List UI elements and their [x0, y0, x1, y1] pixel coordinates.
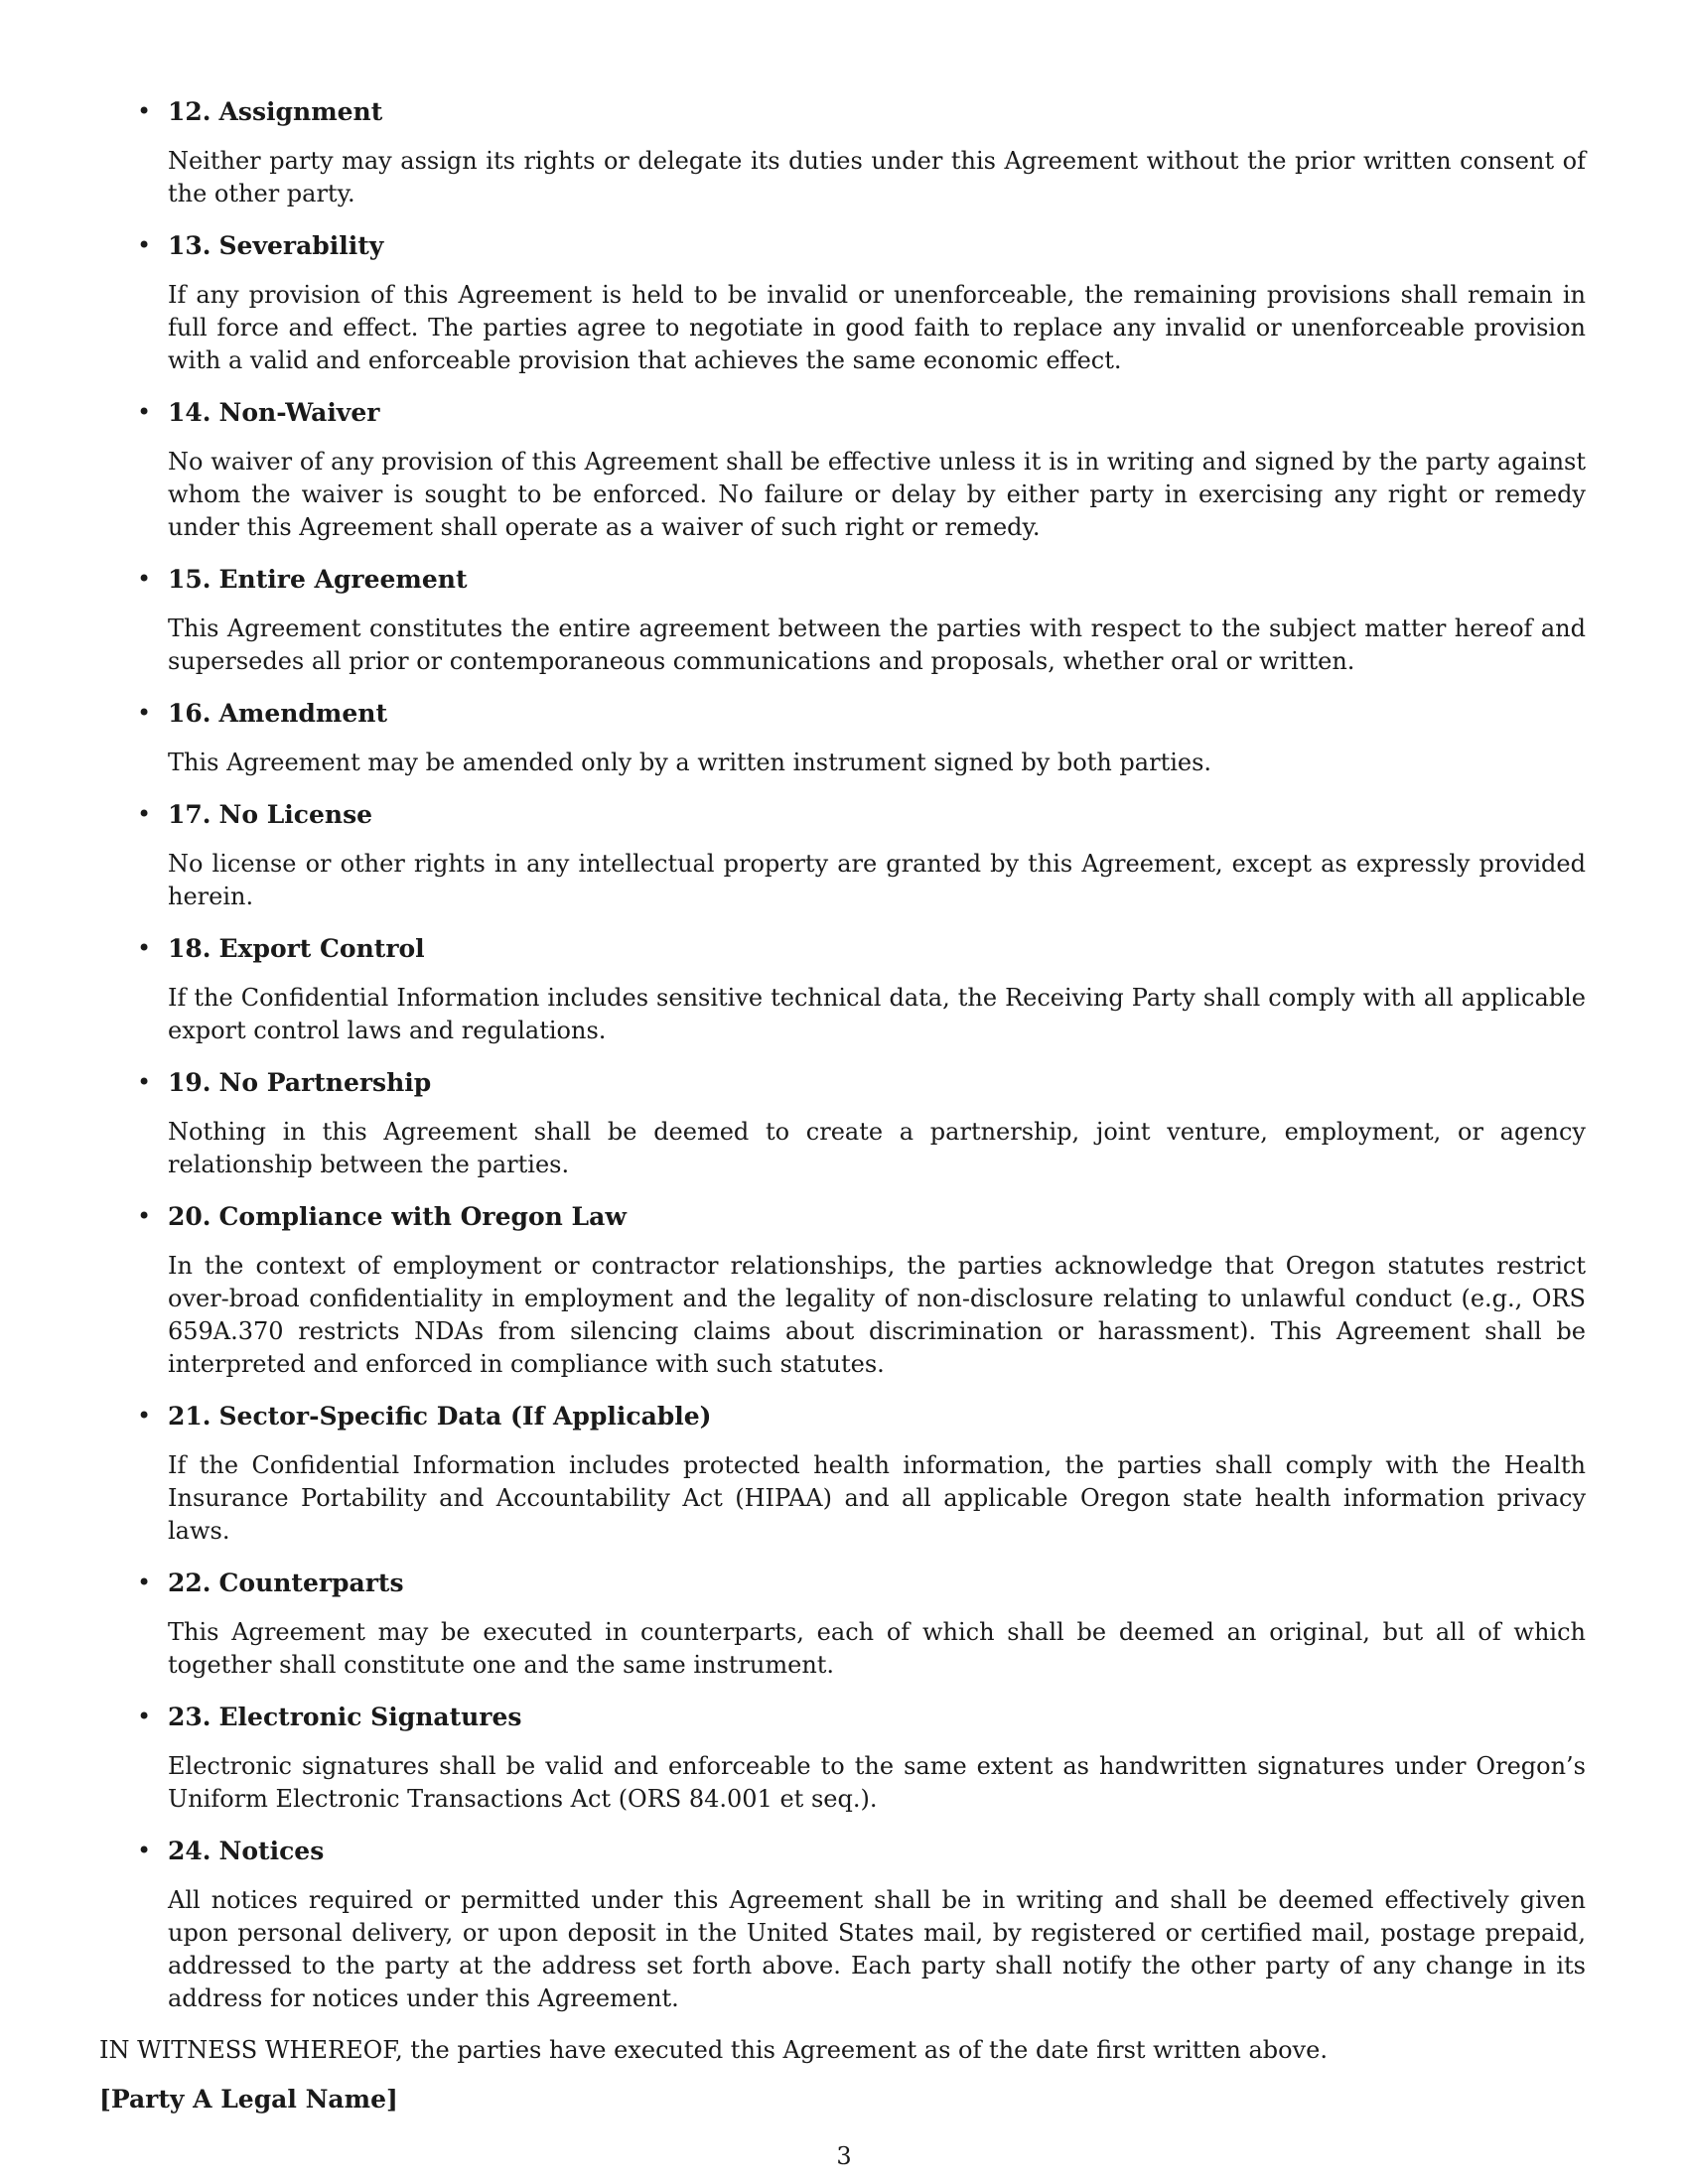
- section-heading: [168, 798, 1586, 831]
- section-body: Neither party may assign its rights or delegate its duties under this Agreement without the prior written consent of the other party.: [168, 147, 1586, 207]
- section-number: 21.: [168, 1402, 211, 1431]
- section-item: [99, 1701, 1586, 1816]
- section-item: [99, 1200, 1586, 1381]
- section-heading: [168, 932, 1586, 965]
- bullet-icon: •: [137, 97, 152, 125]
- section-number: 20.: [168, 1202, 211, 1231]
- section-item: [99, 932, 1586, 1047]
- section-title: No Partnership: [218, 1068, 432, 1097]
- bullet-icon: •: [137, 1703, 152, 1730]
- section-heading: [168, 1835, 1586, 1867]
- section-number: 12.: [168, 97, 211, 126]
- section-body: In the context of employment or contractor relationships, the parties acknowledge that Oregon statutes restrict over-broad confidentiality in employment and the legality of non-disclosure relating to unlawful conduct (e.g., ORS 659A.370 restricts NDAs from silencing claims about discrimination or harassment). This Agreement shall be interpreted and enforced in compliance with such statutes.: [168, 1252, 1586, 1378]
- section-item: [99, 1835, 1586, 2015]
- section-title: No License: [218, 800, 373, 829]
- section-number: 13.: [168, 231, 211, 260]
- section-number: 23.: [168, 1703, 211, 1731]
- section-title: Notices: [218, 1837, 325, 1865]
- bullet-icon: •: [137, 800, 152, 828]
- bullet-icon: •: [137, 1569, 152, 1596]
- section-title: Electronic Signatures: [218, 1703, 522, 1731]
- section-heading: [168, 396, 1586, 429]
- section-body: No license or other rights in any intellectual property are granted by this Agreement, except as expressly provided herein.: [168, 850, 1586, 910]
- section-number: 15.: [168, 565, 211, 594]
- section-body: If the Confidential Information includes sensitive technical data, the Receiving Party shall comply with all applicable export control laws and regulations.: [168, 984, 1586, 1044]
- section-number: 18.: [168, 934, 211, 963]
- bullet-icon: •: [137, 699, 152, 727]
- section-body: All notices required or permitted under this Agreement shall be in writing and shall be deemed effectively given upon personal delivery, or upon deposit in the United States mail, by registered or certified mail, postage prepaid, addressed to the party at the address set forth above. Each party shall notify the other party of any change in its address for notices under this Agreement.: [168, 1886, 1586, 2012]
- section-heading: [168, 697, 1586, 730]
- bullet-icon: •: [137, 398, 152, 426]
- bullet-icon: •: [137, 231, 152, 259]
- bullet-icon: •: [137, 1837, 152, 1864]
- section-list: [99, 95, 1586, 2015]
- bullet-icon: •: [137, 1202, 152, 1230]
- party-name: [Party A Legal Name]: [99, 2085, 398, 2114]
- section-body: Electronic signatures shall be valid and enforceable to the same extent as handwritten signatures under Oregon’s Uniform Electronic Transactions Act (ORS 84.001 et seq.).: [168, 1752, 1586, 1813]
- section-body: This Agreement may be executed in counterparts, each of which shall be deemed an original, but all of which together shall constitute one and the same instrument.: [168, 1618, 1586, 1679]
- section-body: This Agreement may be amended only by a written instrument signed by both parties.: [168, 749, 1212, 776]
- section-heading: [168, 1567, 1586, 1599]
- bullet-icon: •: [137, 1402, 152, 1430]
- section-heading: [168, 1066, 1586, 1099]
- section-item: [99, 697, 1586, 779]
- section-title: Compliance with Oregon Law: [218, 1202, 627, 1231]
- section-title: Sector-Specific Data (If Applicable): [218, 1402, 712, 1431]
- section-item: [99, 1567, 1586, 1682]
- section-title: Amendment: [218, 699, 387, 728]
- section-heading: [168, 1200, 1586, 1233]
- section-body: If the Confidential Information includes protected health information, the parties shall comply with the Health Insurance Portability and Accountability Act (HIPAA) and all applicable Oregon state health information privacy laws.: [168, 1451, 1586, 1545]
- section-title: Export Control: [218, 934, 425, 963]
- section-item: [99, 95, 1586, 210]
- section-heading: [168, 563, 1586, 596]
- section-item: [99, 396, 1586, 544]
- section-number: 17.: [168, 800, 211, 829]
- section-body: No waiver of any provision of this Agreement shall be effective unless it is in writing and signed by the party against whom the waiver is sought to be enforced. No failure or delay by either party in exercising any right or remedy under this Agreement shall operate as a waiver of such right or remedy.: [168, 448, 1586, 541]
- section-title: Severability: [218, 231, 384, 260]
- section-item: [99, 1400, 1586, 1548]
- bullet-icon: •: [137, 934, 152, 962]
- section-number: 24.: [168, 1837, 211, 1865]
- section-title: Entire Agreement: [218, 565, 468, 594]
- section-number: 22.: [168, 1569, 211, 1597]
- section-body: This Agreement constitutes the entire agreement between the parties with respect to the subject matter hereof and supersedes all prior or contemporaneous communications and proposals, whether oral or written.: [168, 614, 1586, 675]
- bullet-icon: •: [137, 1068, 152, 1096]
- page-number: 3: [836, 2142, 852, 2170]
- document-content: [99, 95, 1586, 2116]
- section-title: Non-Waiver: [218, 398, 380, 427]
- section-heading: [168, 95, 1586, 128]
- witness-statement: IN WITNESS WHEREOF, the parties have executed this Agreement as of the date first written above.: [99, 2036, 1328, 2064]
- section-body: If any provision of this Agreement is held to be invalid or unenforceable, the remaining provisions shall remain in full force and effect. The parties agree to negotiate in good faith to replace any invalid or unenforceable provision with a valid and enforceable provision that achieves the same economic effect.: [168, 281, 1586, 374]
- section-heading: [168, 1400, 1586, 1433]
- section-item: [99, 563, 1586, 678]
- section-body: Nothing in this Agreement shall be deemed to create a partnership, joint venture, employment, or agency relationship between the parties.: [168, 1118, 1586, 1178]
- section-number: 16.: [168, 699, 211, 728]
- section-title: Assignment: [218, 97, 383, 126]
- section-title: Counterparts: [218, 1569, 404, 1597]
- bullet-icon: •: [137, 565, 152, 593]
- section-item: [99, 229, 1586, 377]
- section-heading: [168, 1701, 1586, 1733]
- section-number: 19.: [168, 1068, 211, 1097]
- section-number: 14.: [168, 398, 211, 427]
- section-item: [99, 1066, 1586, 1181]
- section-heading: [168, 229, 1586, 262]
- section-item: [99, 798, 1586, 913]
